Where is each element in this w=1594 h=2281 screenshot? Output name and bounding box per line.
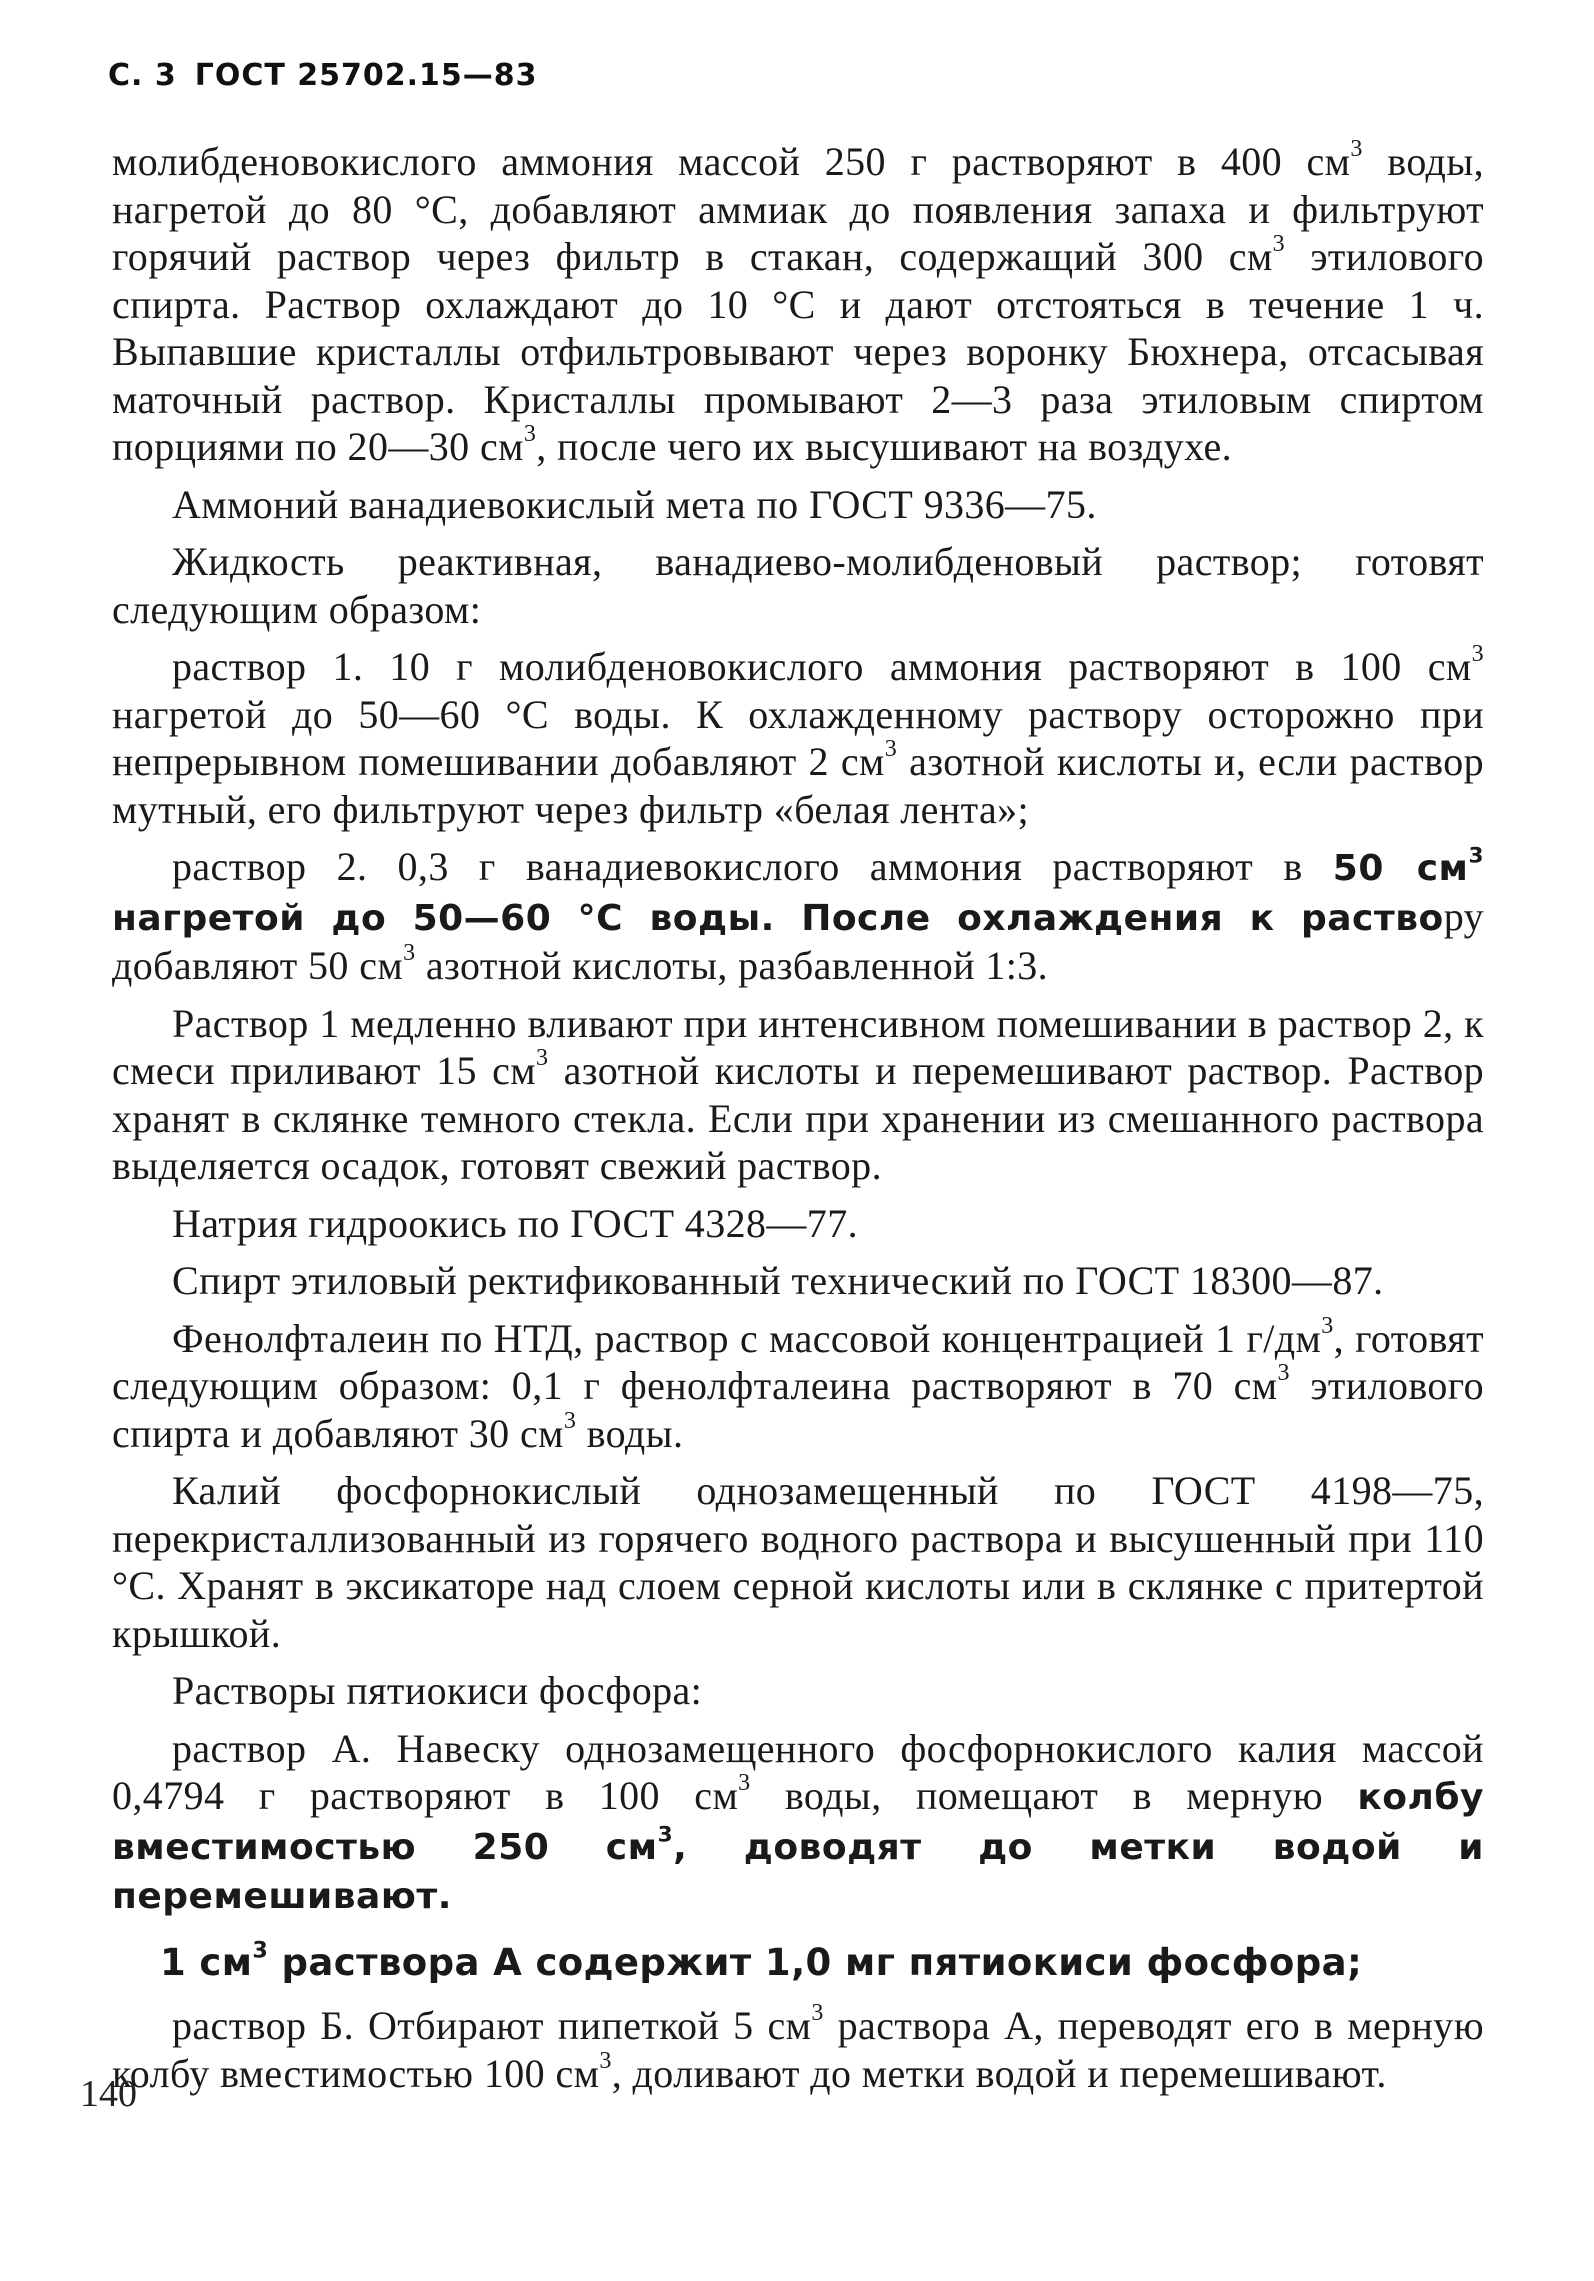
- paragraph: раствор 2. 0,3 г ванадиевокислого аммония растворяют в 50 $см^3$ нагретой до 50—60 °С воды. После охлаждения к раствору добавляют 50 $см^3$ азотной кислоты, разбавленной 1:3.: [112, 843, 1484, 988]
- paragraph: Натрия гидроокись по ГОСТ 4328—77.: [172, 1200, 859, 1246]
- paragraph: раствор Б. Отбирают пипеткой 5 $см^3$ раствора А, переводят его в мерную колбу вместимостью 100 $см^3$, доливают до метки водой и перемешивают.: [112, 1999, 1484, 2096]
- paragraph: Спирт этиловый ректификованный технический по ГОСТ 18300—87.: [172, 1258, 1384, 1303]
- standard-number: ГОСТ 25702.15—83: [194, 58, 538, 93]
- page-label: С. 3: [108, 58, 177, 93]
- paragraph: молибденовокислого аммония массой 250 г растворяют в 400 $см^3$ воды, нагретой до 80 °С, добавляют аммиак до появления запаха и фильтруют горячий раствор через фильтр в стакан, содержащий 300 $см^3$ этилового спирта. Раствор охлаждают до 10 °С и дают отстояться в течение 1 ч. Выпавшие кристаллы отфильтровывают через воронку Бюхнера, отсасывая маточный раствор. Кристаллы промывают 2—3 раза этиловым спиртом порциями по 20—30 $см^3$, после чего их высушивают на воздухе.: [112, 135, 1484, 469]
- page-header: [108, 58, 538, 93]
- paragraph: Жидкость реактивная, ванадиево-молибденовый раствор; готовят следующим образом:: [112, 539, 1484, 632]
- paragraph: Растворы пятиокиси фосфора:: [172, 1668, 703, 1713]
- paragraph: Аммоний ванадиевокислый мета по ГОСТ 9336—75.: [172, 481, 1097, 527]
- page-number: 140: [80, 2073, 137, 2115]
- formula-line: 1 $см^3$ раствора А содержит 1,0 мг пятиокиси фосфора;: [160, 1936, 1363, 1984]
- paragraph: Калий фосфорнокислый однозамещенный по ГОСТ 4198—75, перекристаллизованный из горячего водного раствора и высушенный при 110 °С. Хранят в эксикаторе над слоем серной кислоты или в склянке с притертой крышкой.: [112, 1468, 1484, 1656]
- body-text: [112, 135, 1484, 2097]
- paragraph: раствор 1. 10 г молибденовокислого аммония растворяют в 100 $см^3$ нагретой до 50—60 °С воды. К охлажденному раствору осторожно при непрерывном помешивании добавляют 2 $см^3$ азотной кислоты и, если раствор мутный, его фильтруют через фильтр «белая лента»;: [112, 640, 1484, 832]
- paragraph: раствор А. Навеску однозамещенного фосфорнокислого калия массой 0,4794 г растворяют в 100 $см^3$ воды, помещают в мерную колбу вместимостью 250 $см^3$, доводят до метки водой и перемешивают.: [112, 1725, 1484, 1917]
- paragraph: Раствор 1 медленно вливают при интенсивном помешивании в раствор 2, к смеси приливают 15 $см^3$ азотной кислоты и перемешивают раствор. Раствор хранят в склянке темного стекла. Если при хранении из смешанного раствора выделяется осадок, готовят свежий раствор.: [112, 1000, 1484, 1188]
- paragraph: Фенолфталеин по НТД, раствор с массовой концентрацией 1 $г/дм^3$, готовят следующим образом: 0,1 г фенолфталеина растворяют в 70 $см^3$ этилового спирта и добавляют 30 $см^3$ воды.: [112, 1312, 1484, 1456]
